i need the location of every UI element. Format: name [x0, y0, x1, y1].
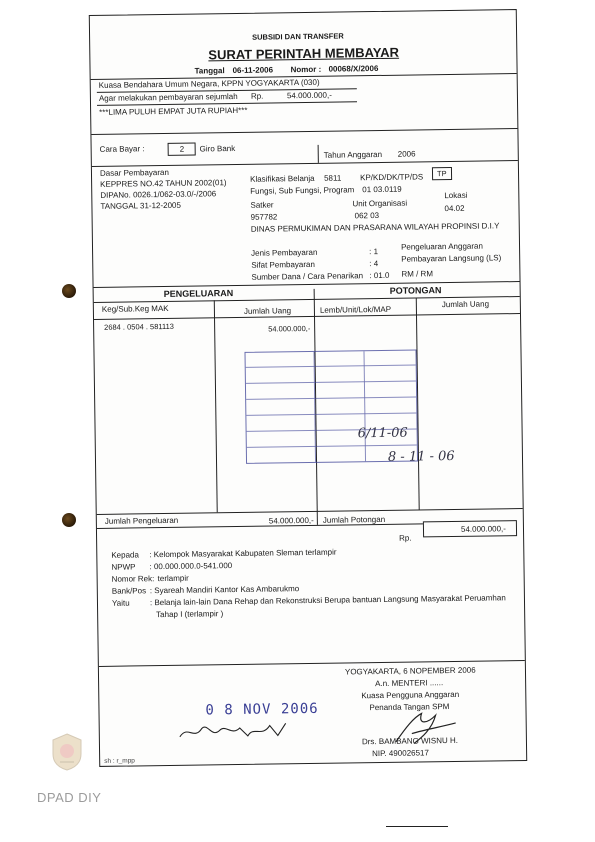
- rek-label: Nomor Rek:: [111, 574, 155, 584]
- potongan-title: POTONGAN: [389, 285, 442, 296]
- net-amount: 54.000.000,-: [460, 524, 506, 534]
- cara-bayar-name: Giro Bank: [199, 143, 236, 154]
- yaitu-label: Yaitu: [111, 598, 130, 608]
- rek-value: terlampir: [157, 573, 189, 584]
- spm-form: [89, 9, 527, 767]
- number-label: Nomor :: [290, 64, 322, 75]
- punch-hole-bottom: [62, 513, 76, 527]
- agar-label: Agar melakukan pembayaran sejumlah: [98, 91, 238, 103]
- agar-currency: Rp.: [250, 91, 264, 101]
- handwritten-note: [178, 717, 290, 743]
- footer-mark: sh : r_mpp: [104, 757, 135, 765]
- jenis-code: : 1: [369, 247, 379, 257]
- dasar-label: Dasar Pembayaran: [99, 167, 169, 178]
- total-label: Jumlah Pengeluaran: [104, 515, 179, 526]
- number-value: 00068/X/2006: [328, 63, 379, 74]
- kepada-label: Kepada: [111, 550, 139, 560]
- satker-value: 957782: [250, 212, 278, 222]
- form-subtitle: SUBSIDI DAN TRANSFER: [252, 31, 344, 42]
- dasar-line2: DIPANo. 0026.1/062-03.0/-/2006: [100, 189, 217, 200]
- sumber-value: RM / RM: [401, 269, 434, 279]
- sumber-label: Sumber Dana / Cara Penarikan: [251, 271, 364, 282]
- cara-bayar-code: 2: [179, 144, 185, 154]
- col-keg-header: Keg/Sub.Keg MAK: [101, 303, 169, 314]
- sifat-code: : 4: [369, 259, 379, 269]
- bank-label: Bank/Pos: [111, 586, 147, 596]
- handwritten-date-2: 8 - 11 - 06: [387, 448, 455, 465]
- unit-label: Unit Organisasi: [352, 198, 408, 209]
- klasifikasi-value: 5811: [324, 173, 342, 183]
- cara-bayar-label: Cara Bayar :: [99, 144, 145, 154]
- lokasi-label: Lokasi: [444, 190, 468, 201]
- agar-amount: 54.000.000,-: [286, 90, 332, 101]
- kp-label: KP/KD/DK/TP/DS: [360, 172, 424, 183]
- rp-label: Rp.: [399, 533, 412, 543]
- col-lemb-header: Lemb/Unit/Lok/MAP: [319, 304, 392, 315]
- unit-value: 062 03: [354, 210, 380, 221]
- sign-name: Drs. BAMBANG WISNU H.: [361, 735, 459, 747]
- received-date-stamp: 0 8 NOV 2006: [205, 700, 319, 719]
- satker-label: Satker: [250, 200, 274, 210]
- date-label: Tanggal: [194, 66, 225, 76]
- pengeluaran-title: PENGELUARAN: [163, 288, 234, 300]
- yaitu-value-1: : Belanja lain-lain Dana Rehap dan Rekonstruksi Berupa bantuan Langsung Masyarakat Peruamhan: [149, 593, 506, 608]
- jenis-label: Jenis Pembayaran: [251, 247, 318, 258]
- sumber-code: : 01.0: [369, 270, 390, 281]
- watermark-text: DPAD DIY: [37, 790, 102, 805]
- handwritten-date-1: 6/11-06: [357, 425, 408, 442]
- kepada-value: : Kelompok Masyarakat Kabupaten Sleman terlampir: [149, 547, 337, 560]
- sign-an: A.n. MENTERI ......: [375, 678, 444, 689]
- dinas-name: DINAS PERMUKIMAN DAN PRASARANA WILAYAH PROPINSI D.I.Y: [250, 221, 500, 234]
- bank-value: : Syareah Mandiri Kantor Kas Ambarukmo: [149, 584, 300, 596]
- form-title: SURAT PERINTAH MEMBAYAR: [208, 44, 400, 63]
- total-amount: 54.000.000,-: [268, 515, 314, 526]
- bottom-line: [386, 826, 448, 827]
- dasar-line1: KEPPRES NO.42 TAHUN 2002(01): [100, 178, 227, 189]
- amount-in-words: ***LIMA PULUH EMPAT JUTA RUPIAH***: [99, 105, 248, 117]
- kp-value: TP: [436, 169, 447, 179]
- sign-role-2: Penanda Tangan SPM: [369, 702, 450, 713]
- row-code: 2684 . 0504 . 581113: [104, 321, 174, 332]
- punch-hole-top: [62, 284, 76, 298]
- verification-stamp: [244, 349, 418, 463]
- col-jumlah-header: Jumlah Uang: [243, 306, 292, 316]
- date-value: 06-11-2006: [232, 65, 274, 76]
- tahun-anggaran-label: Tahun Anggaran: [323, 149, 383, 160]
- dpad-logo: [50, 732, 84, 772]
- npwp-value: : 00.000.000.0-541.000: [149, 561, 233, 572]
- yaitu-value-2: Tahap I (terlampir ): [156, 609, 224, 620]
- row-amount: 54.000.000,-: [268, 323, 311, 334]
- npwp-label: NPWP: [111, 562, 136, 572]
- fungsi-label: Fungsi, Sub Fungsi, Program: [250, 185, 355, 196]
- jenis-value: Pengeluaran Anggaran: [400, 241, 483, 252]
- kuasa-line: Kuasa Bendahara Umum Negara, KPPN YOGYAKARTA (030): [98, 77, 320, 90]
- klasifikasi-label: Klasifikasi Belanja: [250, 173, 315, 184]
- dasar-line3: TANGGAL 31-12-2005: [100, 200, 181, 211]
- sign-role-1: Kuasa Pengguna Anggaran: [361, 689, 460, 701]
- col-jumlah2-header: Jumlah Uang: [441, 299, 490, 310]
- sifat-label: Sifat Pembayaran: [251, 259, 315, 270]
- tahun-anggaran-value: 2006: [397, 149, 416, 159]
- potongan-label: Jumlah Potongan: [322, 514, 386, 525]
- sign-nip: NIP. 490026517: [372, 748, 429, 759]
- lokasi-value: 04.02: [444, 203, 465, 214]
- sifat-value: Pembayaran Langsung (LS): [401, 253, 502, 264]
- sign-place-date: YOGYAKARTA, 6 NOPEMBER 2006: [344, 665, 476, 677]
- fungsi-value: 01 03.0119: [362, 184, 402, 195]
